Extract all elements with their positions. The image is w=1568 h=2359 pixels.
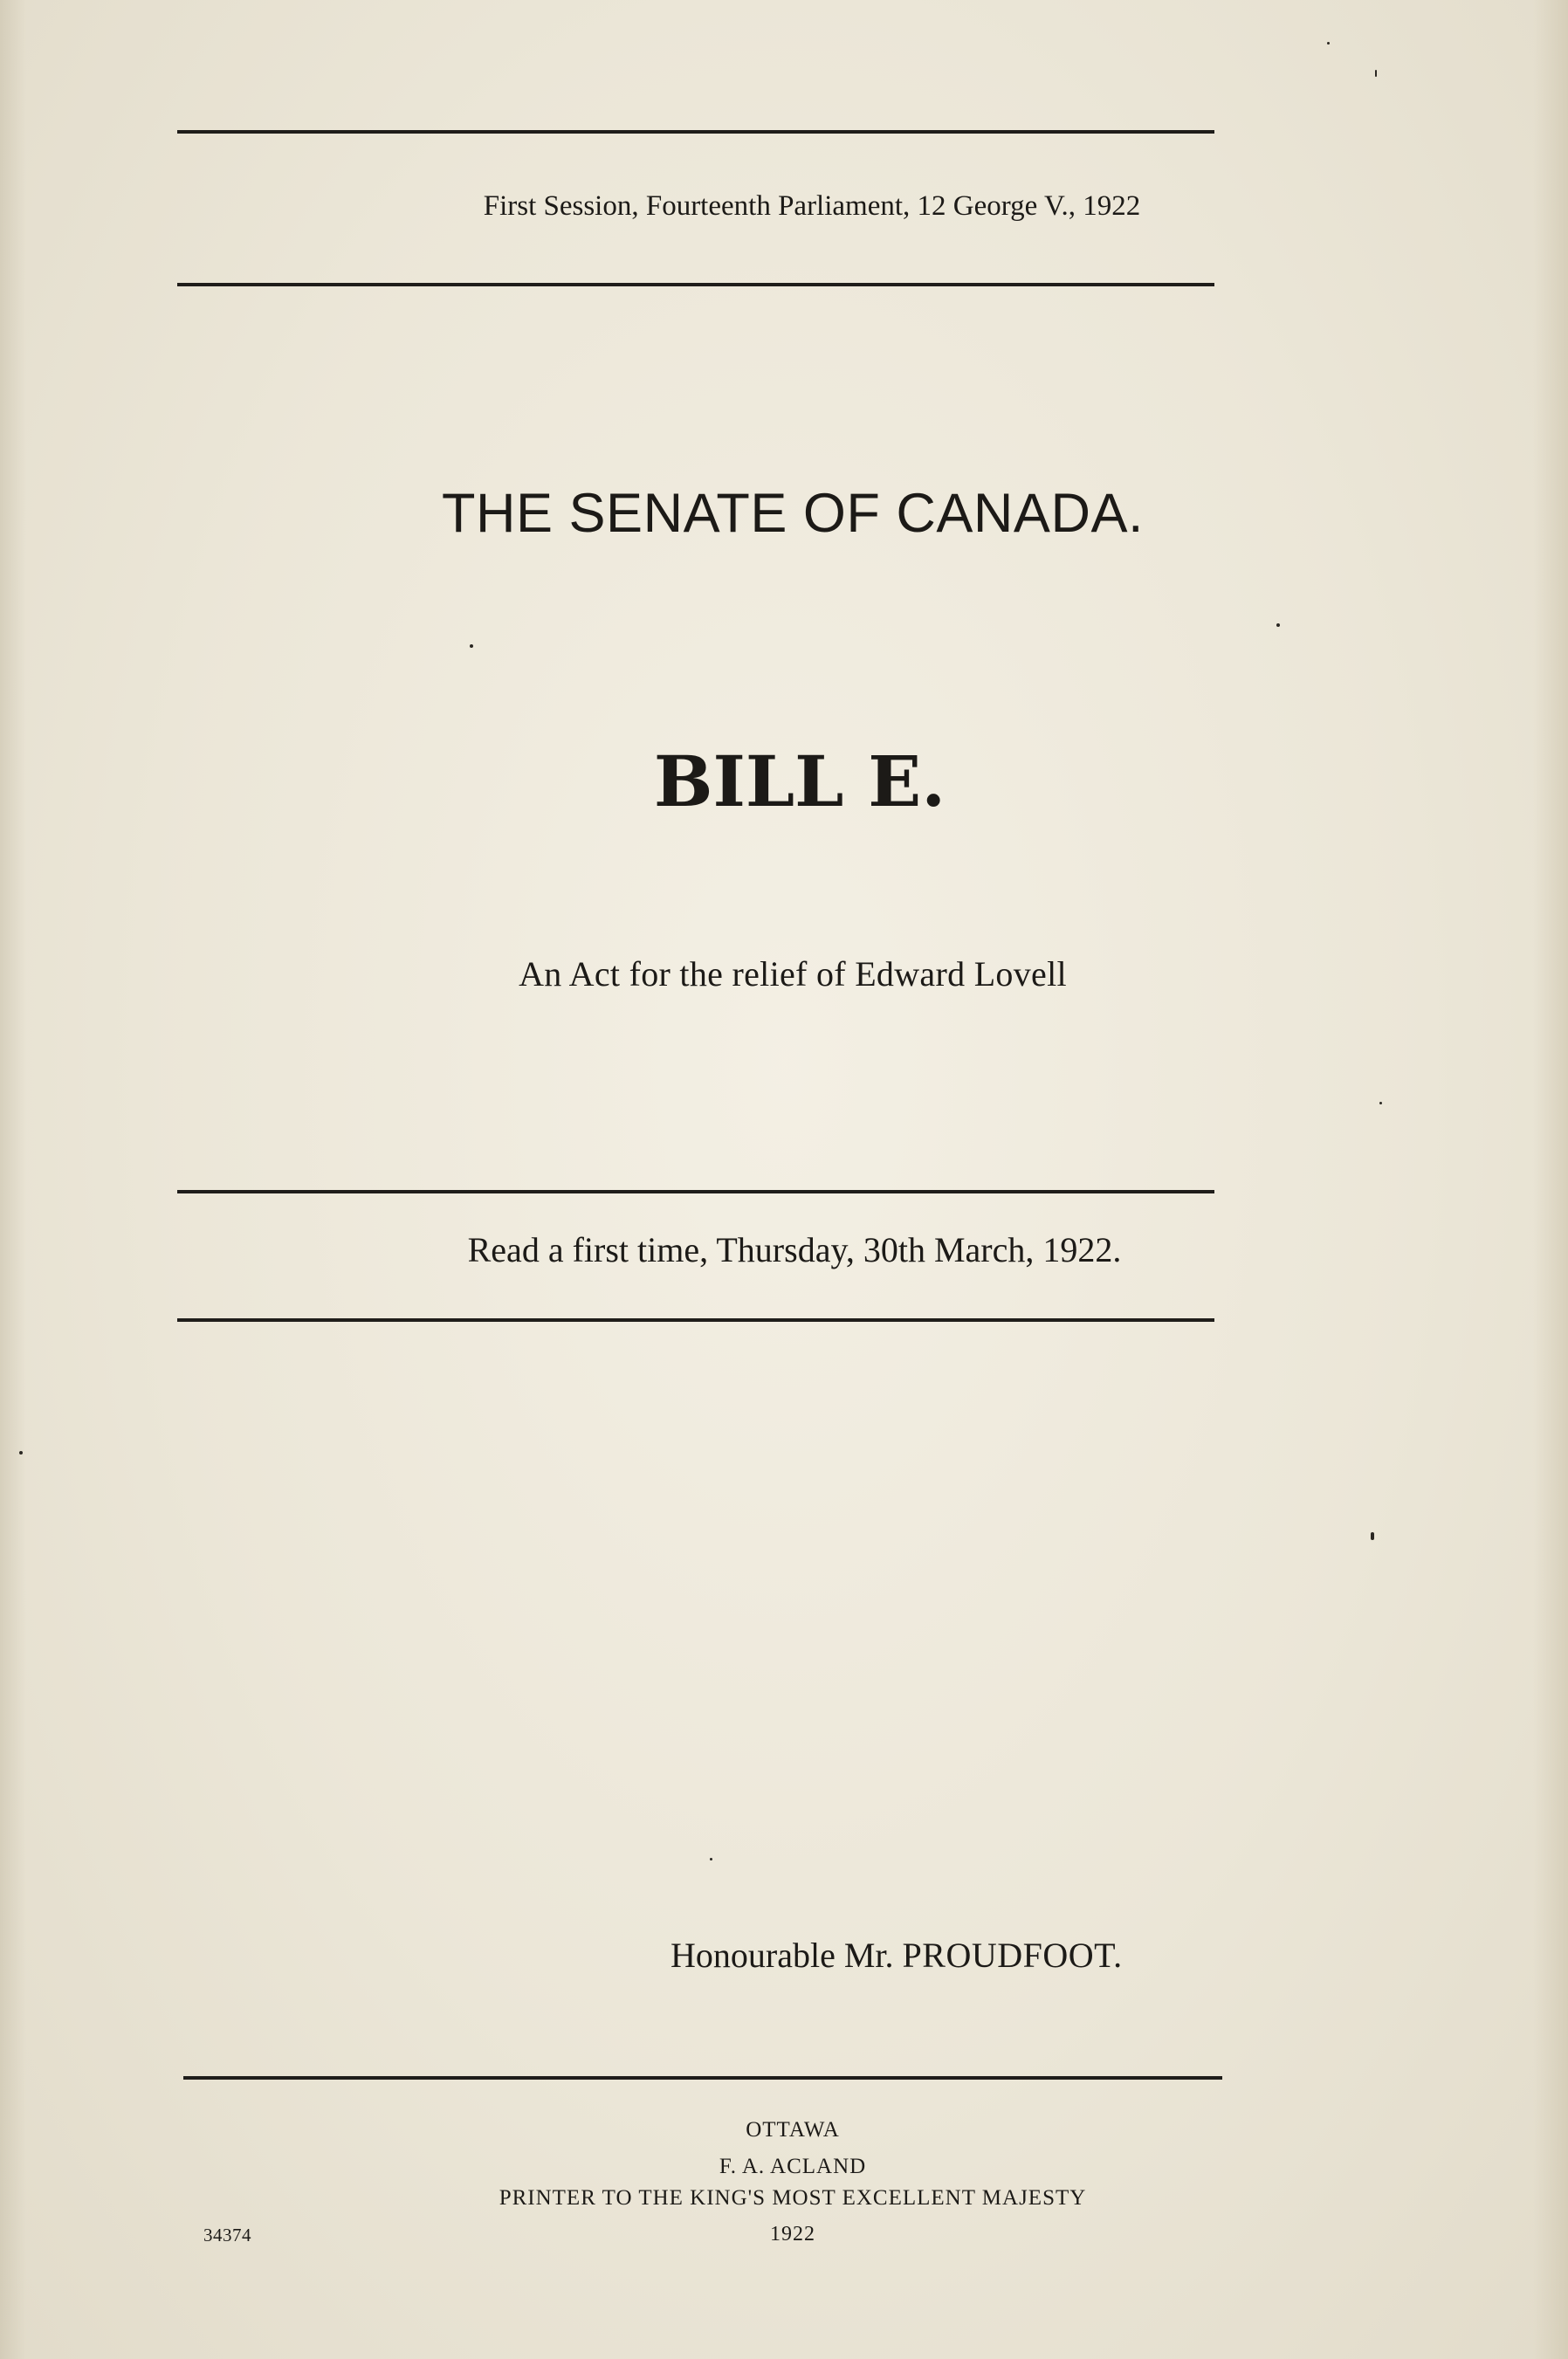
imprint-city: OTTAWA (746, 2118, 840, 2142)
paper-speck (470, 644, 473, 648)
paper-speck (1276, 623, 1280, 627)
session-rule (177, 283, 1214, 286)
session-heading: First Session, Fourteenth Parliament, 12 George V., 1922 (483, 190, 1141, 222)
first-reading-note: Read a first time, Thursday, 30th March, 1922. (467, 1230, 1122, 1269)
reading-rule-top (177, 1190, 1214, 1193)
imprint-printer: F. A. ACLAND (719, 2155, 867, 2178)
sponsor-prefix: Honourable Mr. (671, 1936, 903, 1975)
paper-speck (1371, 1532, 1374, 1540)
paper-speck (710, 1858, 712, 1860)
imprint-rule (183, 2076, 1222, 2080)
paper-speck (1375, 70, 1377, 77)
top-rule (177, 130, 1214, 134)
sponsor-line (671, 1935, 1123, 1976)
paper-speck (19, 1451, 23, 1455)
act-title: An Act for the relief of Edward Lovell (519, 954, 1067, 994)
sponsor-name: PROUDFOOT. (902, 1936, 1123, 1975)
bill-title: BILL E. (653, 740, 946, 822)
page-edge-shadow-right (1533, 0, 1568, 2359)
paper-speck (1379, 1102, 1382, 1104)
page-edge-shadow-left (0, 0, 26, 2359)
imprint-printer-title: PRINTER TO THE KING'S MOST EXCELLENT MAJESTY (499, 2186, 1087, 2210)
senate-title: THE SENATE OF CANADA. (442, 483, 1144, 544)
reading-rule-bottom (177, 1318, 1214, 1322)
imprint-year: 1922 (770, 2223, 815, 2246)
paper-speck (1327, 42, 1330, 45)
document-number: 34374 (203, 2225, 251, 2246)
